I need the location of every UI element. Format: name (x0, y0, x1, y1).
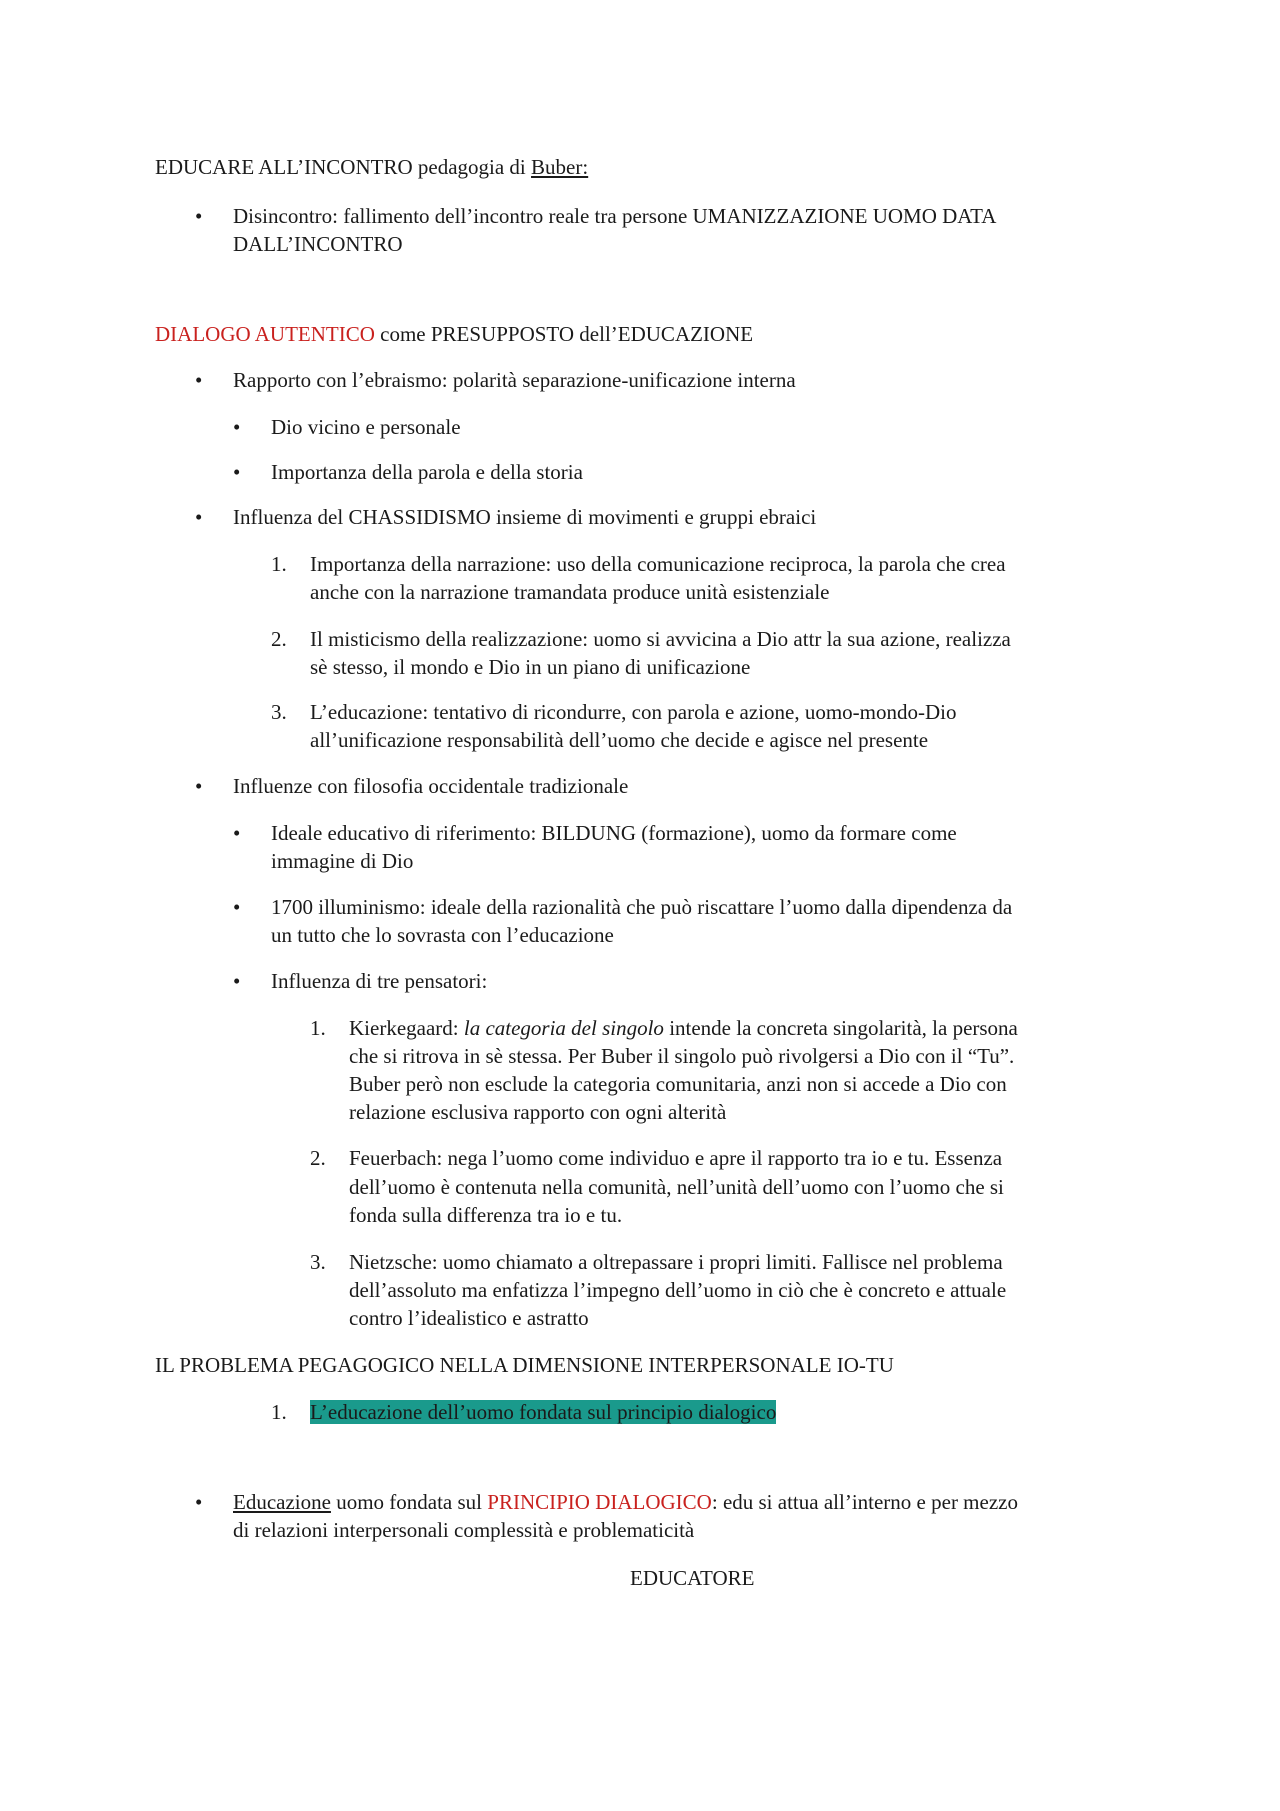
kierkegaard-line-3: Buber però non esclude la categoria comunitaria, anzi non si accede a Dio con (349, 1072, 1007, 1096)
bullet-dot: • (233, 895, 241, 919)
disincontro-line-1: Disincontro: fallimento dell’incontro reale tra persone UMANIZZAZIONE UOMO DATA (233, 204, 997, 228)
educazione-line-1: Educazione uomo fondata sul PRINCIPIO DIALOGICO: edu si attua all’interno e per mezzo (233, 1490, 1018, 1514)
list-number: 2. (310, 1146, 326, 1170)
bullet-dot: • (233, 460, 241, 484)
categoria-singolo-italic: la categoria del singolo (463, 1016, 664, 1040)
nietzsche-line-3: contro l’idealistico e astratto (349, 1306, 589, 1330)
filosofia-item: Influenze con filosofia occidentale tradizionale (233, 774, 629, 798)
list-number: 1. (271, 1400, 287, 1424)
chassidismo-point-2-line-1: Il misticismo della realizzazione: uomo si avvicina a Dio attr la sua azione, realizza (310, 627, 1011, 651)
principio-dialogico-highlight: PRINCIPIO DIALOGICO (487, 1490, 712, 1514)
bullet-dot: • (195, 505, 203, 529)
nietzsche-line-2: dell’assoluto ma enfatizza l’impegno dell’uomo in ciò che è concreto e attuale (349, 1278, 1007, 1302)
disincontro-line-2: DALL’INCONTRO (233, 232, 403, 256)
bullet-dot: • (195, 1490, 203, 1514)
educazione-underlined: Educazione (233, 1490, 331, 1514)
chassidismo-item: Influenza del CHASSIDISMO insieme di movimenti e gruppi ebraici (233, 505, 817, 529)
feuerbach-line-3: fonda sulla differenza tra io e tu. (349, 1203, 623, 1227)
bullet-dot: • (195, 204, 203, 228)
chassidismo-point-3-line-1: L’educazione: tentativo di ricondurre, con parola e azione, uomo-mondo-Dio (310, 700, 957, 724)
ebraismo-item: Rapporto con l’ebraismo: polarità separazione-unificazione interna (233, 368, 796, 392)
educatore-label: EDUCATORE (630, 1566, 755, 1590)
bullet-dot: • (195, 368, 203, 392)
feuerbach-line-2: dell’uomo è contenuta nella comunità, nell’unità dell’uomo con l’uomo che si (349, 1175, 1004, 1199)
bullet-dot: • (195, 774, 203, 798)
bullet-dot: • (233, 821, 241, 845)
list-number: 3. (271, 700, 287, 724)
bullet-dot: • (233, 969, 241, 993)
filosofia-sub-2-line-1: 1700 illuminismo: ideale della razionalità che può riscattare l’uomo dalla dipendenza da (271, 895, 1013, 919)
chassidismo-point-2-line-2: sè stesso, il mondo e Dio in un piano di unificazione (310, 655, 751, 679)
feuerbach-line-1: Feuerbach: nega l’uomo come individuo e apre il rapporto tra io e tu. Essenza (349, 1146, 1003, 1170)
list-number: 2. (271, 627, 287, 651)
educazione-line-2: di relazioni interpersonali complessità e problematicità (233, 1518, 695, 1542)
ebraismo-sub-2: Importanza della parola e della storia (271, 460, 583, 484)
nietzsche-line-1: Nietzsche: uomo chiamato a oltrepassare i propri limiti. Fallisce nel problema (349, 1250, 1003, 1274)
filosofia-sub-3: Influenza di tre pensatori: (271, 969, 488, 993)
list-number: 1. (271, 552, 287, 576)
ebraismo-sub-1: Dio vicino e personale (271, 415, 461, 439)
list-number: 1. (310, 1016, 326, 1040)
problema-heading: IL PROBLEMA PEGAGOGICO NELLA DIMENSIONE INTERPERSONALE IO-TU (155, 1353, 894, 1377)
teal-highlight: L’educazione dell’uomo fondata sul principio dialogico (310, 1400, 777, 1424)
problema-highlighted-item (310, 1398, 776, 1426)
filosofia-sub-2-line-2: un tutto che lo sovrasta con l’educazione (271, 923, 614, 947)
dialogo-autentico-highlight: DIALOGO AUTENTICO (155, 322, 375, 346)
chassidismo-point-3-line-2: all’unificazione responsabilità dell’uomo che decide e agisce nel presente (310, 728, 929, 752)
filosofia-sub-1-line-1: Ideale educativo di riferimento: BILDUNG (formazione), uomo da formare come (271, 821, 957, 845)
chassidismo-point-1-line-1: Importanza della narrazione: uso della comunicazione reciproca, la parola che crea (310, 552, 1006, 576)
kierkegaard-line-4: relazione esclusiva rapporto con ogni alterità (349, 1100, 727, 1124)
kierkegaard-line-2: che si ritrova in sè stessa. Per Buber il singolo può rivolgersi a Dio con il “Tu”. (349, 1044, 1015, 1068)
buber-link: Buber: (531, 155, 589, 179)
list-number: 3. (310, 1250, 326, 1274)
dialogo-heading: DIALOGO AUTENTICO come PRESUPPOSTO dell’EDUCAZIONE (155, 322, 754, 346)
filosofia-sub-1-line-2: immagine di Dio (271, 849, 414, 873)
bullet-dot: • (233, 415, 241, 439)
document-title: EDUCARE ALL’INCONTRO pedagogia di Buber: (155, 155, 589, 179)
chassidismo-point-1-line-2: anche con la narrazione tramandata produce unità esistenziale (310, 580, 830, 604)
kierkegaard-line-1: Kierkegaard: la categoria del singolo intende la concreta singolarità, la persona (349, 1016, 1018, 1040)
